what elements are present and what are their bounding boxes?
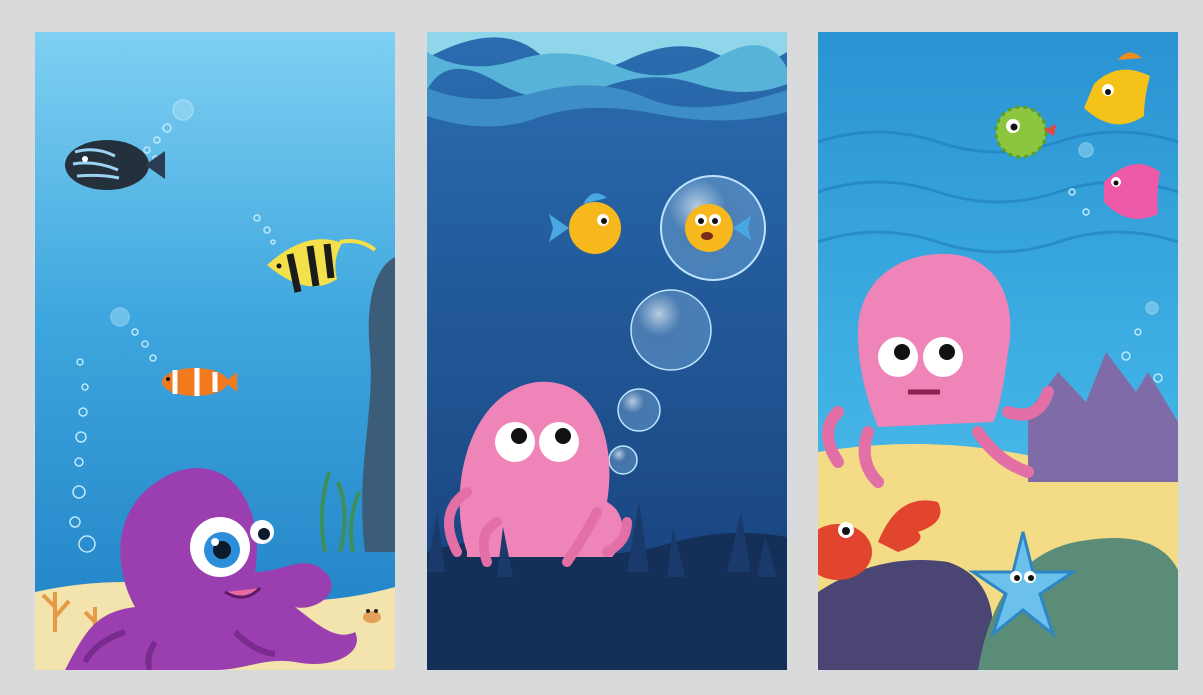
scene-panel-shallow-reef [35,32,395,670]
coral-floor-illustration [818,32,1178,670]
scene-panel-coral-floor [818,32,1178,670]
scene-panel-deep-blue [427,32,787,670]
shallow-reef-illustration [35,32,395,670]
deep-blue-illustration [427,32,787,670]
fish-in-bubble-icon [661,176,765,280]
